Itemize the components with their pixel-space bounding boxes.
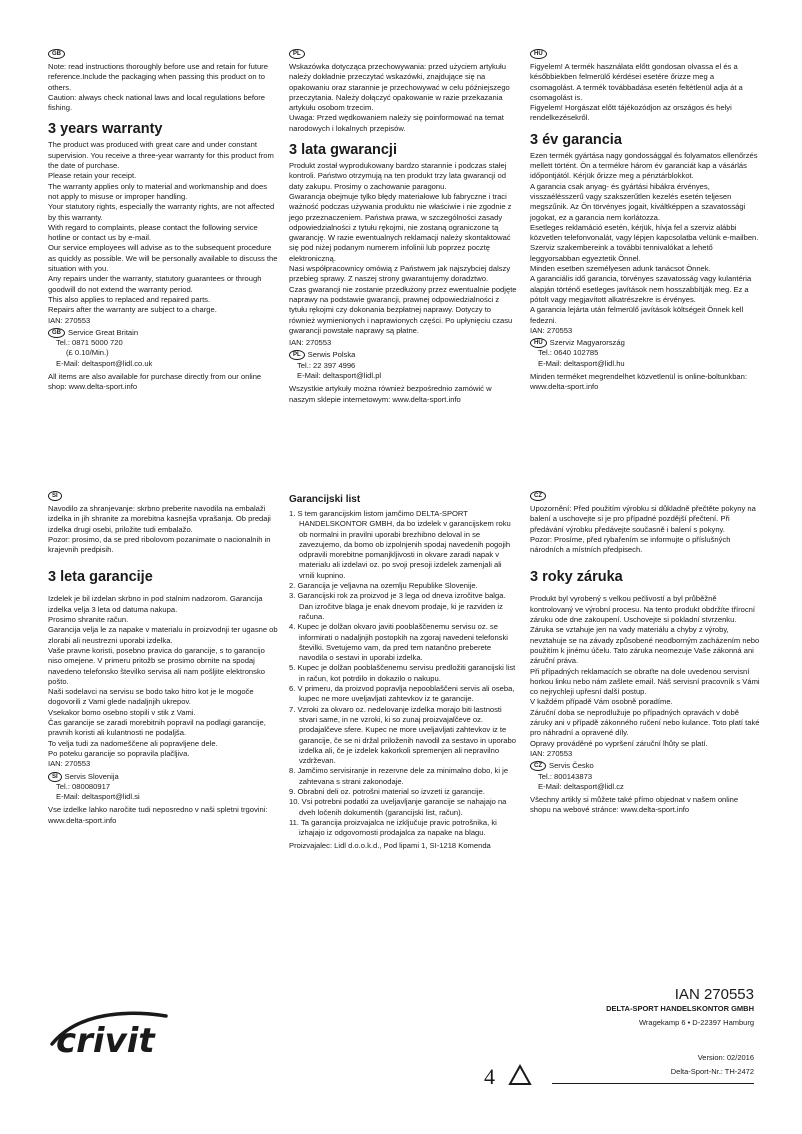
gb-service-rate: (£ 0.10/Min.): [66, 348, 109, 358]
gb-body-3: Your statutory rights, especially the warranty rights, are not affected by this warranty.: [48, 202, 275, 222]
pl-service-name: Serwis Polska: [307, 350, 356, 360]
guarantee-item-1: 1. S tem garancijskim listom jamčimo DELTA-SPORT HANDELSKONTOR GMBH, da bo izdelek v garancijskem roku ob normalni in pravilni uporabi brezhibno deloval in se zavezujemo, da bomo ob izpolnjenih spodaj navedenih pogojih odpravili morebitne pomanjkljivosti in okvare zaradi napak v materialu ali izdelavi oz. po svoji presoji izdelek zamenjali ali vrnili kupnino.: [289, 509, 511, 580]
pl-service-tel: Tel.: 22 397 4996: [297, 360, 356, 370]
gb-intro-1: Caution: always check national laws and local regulations before fishing.: [48, 92, 265, 113]
cz-body-0: Produkt byl vyrobený s velkou pečlivostí a byl průběžně kontrolovaný ve výrobní procesu. Na tento produkt obdržíte třírocní záruku ode dne zakoupení. Uschovejte si pokladní stvrzenku.: [530, 594, 755, 625]
si-service-block: [48, 772, 278, 803]
guarantee-item-11: 11. Ta garancija proizvajalca ne izključuje pravic potrošnika, ki izhajajo iz odgovornosti prodajalca za napake na blagu.: [289, 817, 497, 838]
guarantee-manufacturer: Proizvajalec: Lidl d.o.o.k.d., Pod lipami 1, SI-1218 Komenda: [289, 840, 491, 850]
company-address: Wragekamp 6 • D-22397 Hamburg: [638, 1018, 754, 1027]
si-body-4: Naši sodelavci na servisu se bodo tako hitro kot je le mogoče dogovorili z Vami glede nadaljnjih ukrepov.: [48, 687, 254, 707]
hu-body-0: Ezen termék gyártása nagy gondossággal és folyamatos ellenőrzés mellett történt. Ön a termékre három év garanciát kap a vásárlás időpontjától. Kérjük őrizze meg a pénztárblokkot.: [530, 150, 758, 181]
si-body-0: Izdelek je bil izdelan skrbno in pod stalnim nadzorom. Garancija izdelka velja 3 leta od datuma nakupa.: [48, 594, 263, 614]
cz-body-4: Záruční doba se neprodlužuje po případných opravách v době záruky ani v případě zákonného ručení nebo kulance. Toto platí také pro náhradní a opravené díly.: [530, 707, 760, 738]
hu-service-tel: Tel.: 0640 102785: [538, 348, 599, 358]
pl-section: [289, 48, 519, 405]
page-number: 4: [484, 1064, 495, 1089]
pl-service-block: [289, 350, 519, 381]
si-body-8: Po poteku garancije so popravila plačljiva.: [48, 748, 190, 758]
company-name: DELTA-SPORT HANDELSKONTOR GMBH: [606, 1004, 754, 1013]
hu-body-2: Esetleges reklamáció esetén, kérjük, hívja fel a szerviz alábbi közvetlen telefonvonalát, vagy lépjen kapcsolatba velünk e-mailben. Szerviz szakembereink a további tennivalókat a lehető leggyorsabban egyeztetik Önnel.: [530, 222, 759, 263]
hu-warranty-heading: 3 év garancia: [530, 131, 622, 148]
hu-service-block: [530, 338, 760, 369]
guarantee-item-7: 7. Vzroki za okvaro oz. nedelovanje izdelka morajo biti lastnosti stvari same, in ne vzroki, ki so zunaj proizvajalčeve oz. prodajalčeve sfere. Kupec ne more uveljavljati zahtevkov iz te garancije, če se ni držal priloženih navodil za sestavo in uporabo izdelka ali, če je izdelek kakorkoli spremenjen ali nepravilno vzdrževan.: [289, 704, 516, 766]
si-ian: IAN: 270553: [48, 759, 91, 769]
guarantee-item-10: 10. Vsi potrebni podatki za uveljavljanje garancije se nahajajo na dveh ločenih dokumentih (garancijski list, račun).: [289, 797, 507, 817]
si-body-5: Vsekakor bomo osebno stopili v stik z Vami.: [48, 707, 196, 717]
hu-body-3: Minden esetben személyesen adunk tanácsot Önnek.: [530, 264, 711, 274]
hu-body-4: A garanciális idő garancia, törvényes szavatosság vagy kulantéria alapján történő esetleges javítások nem hosszabbítják meg. Ez a pótolt vagy megjavított alkatrészekre is érvényes.: [530, 274, 752, 304]
hu-intro-1: Figyelem! Horgászat előtt tájékozódjon az országos és helyi rendelkezésekről.: [530, 103, 732, 123]
pl-body-3: Czas gwarancji nie zostanie przedłużony przez ewentualnie podjęte naprawy na podstawie gwarancji, prawnej odpowiedzialności z tytułu rękojmi czy dokonania bezpłatnej naprawy. Dotyczy to również wymienionych i naprawionych części. Po upłynięciu czasu gwarancji powstałe naprawy są płatne.: [289, 284, 517, 335]
cz-service-badge: CZ: [530, 761, 546, 771]
hu-section: [530, 48, 760, 393]
gb-service-badge: GB: [48, 328, 65, 338]
guarantee-item-6: 6. V primeru, da proizvod popravlja nepooblaščeni servis ali oseba, kupec ne more uveljavljati zahtevkov iz te garancije.: [289, 684, 515, 704]
cz-section: [530, 490, 760, 816]
warning-triangle-icon: [508, 1064, 532, 1086]
gb-country-badge: GB: [48, 49, 65, 59]
cz-service-tel: Tel.: 800143873: [538, 771, 593, 781]
gb-body-7: This also applies to replaced and repaired parts.: [48, 294, 211, 304]
guarantee-item-5: 5. Kupec je dolžan pooblaščenemu servisu predložiti garancijski list in račun, kot potrdilo in dokazilo o nakupu.: [289, 663, 516, 683]
gb-service-block: [48, 328, 278, 369]
gb-body-1: Please retain your receipt.: [48, 171, 137, 181]
gb-service-email: E-Mail: deltasport@lidl.co.uk: [56, 358, 153, 368]
pl-body-0: Produkt został wyprodukowany bardzo starannie i podczas stałej kontroli. Państwo otrzymują na ten produkt trzy lata gwarancji od daty zakupu. Prosimy o zachowanie paragonu.: [289, 161, 507, 191]
gb-section: [48, 48, 278, 393]
si-country-badge: SI: [48, 491, 62, 501]
cz-intro-0: Upozornění: Před použitím výrobku si důkladně přečtěte pokyny na balení a uschovejte si je pro případné pozdější přečtení. Při předávání výrobku předávejte současně i balení s pokyny.: [530, 504, 756, 534]
gb-intro-0: Note: read instructions thoroughly before use and retain for future reference.Include the packaging when passing this product on to others.: [48, 62, 268, 92]
hu-country-badge: HU: [530, 49, 547, 59]
guarantee-item-4: 4. Kupec je dolžan okvaro javiti pooblaščenemu servisu oz. se informirati o nadaljnjih postopkih na zgoraj navedeni telefonski številki. Svetujemo vam, da pred tem natančno preberete navodila o sestavi in uporabi izdelka.: [289, 622, 508, 663]
pl-intro-0: Wskazówka dotycząca przechowywania: przed użyciem artykułu należy dokładnie przeczytać wskazówki, znajdujące się na opakowaniu oraz starannie je przechowywać w celu późniejszego przeczytania. Należy dołączyć opakowanie w razie przekazania artykułu osobom trzecim.: [289, 62, 510, 113]
cz-body-3: V každém případě Vám osobně poradíme.: [530, 697, 673, 707]
crivit-logo: [48, 1010, 198, 1056]
si-intro-1: Pozor: prosimo, da se pred ribolovom pozanimate o nacionalnih in krajevnih predpisih.: [48, 534, 271, 555]
si-body-2: Garancija velja le za napake v materialu in proizvodnji ter ugasne ob zlorabi ali neustrezni uporabi izdelka.: [48, 625, 278, 645]
version-label: Version: 02/2016: [697, 1053, 754, 1062]
guarantee-section: [289, 488, 519, 851]
si-service-badge: SI: [48, 772, 62, 782]
hu-body-5: A garancia lejárta után felmerülő javítások költségeit Önnek kell fedezni.: [530, 305, 744, 325]
guarantee-item-8: 8. Jamčimo servisiranje in rezervne dele za minimalno dobo, ki je zahtevana s strani zakonodaje.: [289, 766, 509, 786]
cz-service-block: [530, 761, 760, 792]
si-service-tel: Tel.: 080080917: [56, 781, 111, 791]
cz-ian: IAN: 270553: [530, 748, 573, 758]
cz-body-1: Záruka se vztahuje jen na vady materiálu a chyby z výroby, nevztahuje se na závady způsobené neodborným zacházením nebo použitím k jinému účelu. Tato záruka neomezuje Vaše zákonná ani záruční práva.: [530, 625, 760, 666]
si-service-email: E-Mail: deltasport@lidl.si: [56, 792, 140, 802]
cz-service-email: E-Mail: deltasport@lidl.cz: [538, 781, 624, 791]
model-number: Delta-Sport-Nr.: TH-2472: [670, 1067, 754, 1076]
gb-service-tel: Tel.: 0871 5000 720: [56, 338, 123, 348]
hu-service-email: E-Mail: deltasport@lidl.hu: [538, 358, 625, 368]
pl-service-badge: PL: [289, 350, 305, 360]
pl-body-1: Gwarancja obejmuje tylko błędy materiałowe lub fabryczne i traci ważność podczas używania produktu nie właściwie i nie zgodnie z jego przeznaczeniem. Państwa prawa, w szczególności zasady odpowiedzialności z tytułu rękojmi, nie zostaną ograniczone tą gwarancję. W razie ewentualnych reklamacji należy skontaktować się pod niżej podanym numerem infolinii lub poprzez pocztę elektroniczną.: [289, 191, 512, 263]
si-body-7: To velja tudi za nadomeščene ali popravljene dele.: [48, 738, 218, 748]
gb-service-name: Service Great Britain: [68, 327, 139, 337]
cz-online-shop: Všechny artikly si můžete také přímo objednat v našem online shopu na webové stránce: www.delta-sport.info: [530, 795, 739, 815]
hu-service-badge: HU: [530, 338, 547, 348]
hu-service-name: Szerviz Magyarország: [549, 338, 625, 348]
pl-intro-1: Uwaga: Przed wędkowaniem należy się poinformować na temat narodowych i lokalnych przepisów.: [289, 113, 504, 133]
gb-body-2: The warranty applies only to material and workmanship and does not apply to misuse or improper handling.: [48, 181, 268, 201]
pl-country-badge: PL: [289, 49, 305, 59]
guarantee-heading: Garancijski list: [289, 494, 361, 505]
cz-body-2: Při případných reklamacích se obraťte na dole uvedenou servisní horkou linku nebo nám zašlete email. Náš servisní pracovník s Vámi co nejrychleji upřesní další postup.: [530, 666, 760, 697]
hu-online-shop: Minden terméket megrendelhet közvetlenül is online-boltunkban: www.delta-sport.info: [530, 372, 747, 392]
cz-service-name: Servis Česko: [549, 761, 594, 771]
gb-body-4: With regard to complaints, please contact the following service hotline or contact us by e-mail.: [48, 222, 258, 243]
gb-body-5: Our service employees will advise as to the subsequent procedure as quickly as possible. We will be personally available to discuss the situation with you.: [48, 243, 278, 274]
crivit-logo-text: crivit: [56, 1021, 155, 1056]
si-online-shop: Vse izdelke lahko naročite tudi neposredno v naši spletni trgovini: www.delta-sport.info: [48, 805, 268, 825]
pl-warranty-heading: 3 lata gwarancji: [289, 142, 397, 159]
guarantee-item-3: 3. Garancijski rok za proizvod je 3 lega od dneva izročitve balga. Dan izročitve blaga je enak dnevom prodaje, ki je razviden iz računa.: [289, 591, 506, 621]
cz-intro-1: Pozor: Prosíme, před rybařením se informujte o příslušných národních a místních předpisech.: [530, 534, 731, 555]
gb-body-8: Repairs after the warranty are subject to a charge.: [48, 305, 217, 315]
pl-ian: IAN: 270553: [289, 338, 332, 348]
cz-country-badge: CZ: [530, 491, 546, 501]
bottom-rule: [552, 1083, 754, 1084]
cz-warranty-heading: 3 roky záruka: [530, 569, 623, 586]
si-body-3: Vaše pravne koristi, posebno pravica do garancije, s to garancijo niso omejene. V primeru pritožb se prosimo obrnite na spodaj navedeno telefonsko številko servisa ali nam pošljite elektronsko pošto.: [48, 645, 265, 686]
hu-body-1: A garancia csak anyag- és gyártási hibákra érvényes, visszaélésszerű vagy szakszerűtlen kezelés esetén teljesen megszűnik. Az Ön törvényes jogait, kiváltképpen a szavatossági jogokat, ez a garancia nem korlátozza.: [530, 181, 746, 222]
pl-online-shop: Wszystkie artykuły można również bezpośrednio zamówić w naszym sklepie internetowym: www.delta-sport.info: [289, 384, 492, 404]
si-intro-0: Navodilo za shranjevanje: skrbno preberite navodila na embalaži izdelka in jih shranite za morebitna kasnejša vprašanja. Ob predaji izdelka drugi osebi, priložite tudi embalažo.: [48, 504, 271, 534]
ian-large: IAN 270553: [674, 986, 754, 1003]
gb-body-6: Any repairs under the warranty, statutory guarantees or through goodwill do not extend the warranty period.: [48, 274, 262, 294]
hu-intro-0: Figyelem! A termék használata előtt gondosan olvassa el és a későbbiekben felmerülő kérdései esetére őrizze meg a csomagolást. A termék továbbadása esetén feltétlenül adja át a csomagolást is.: [530, 62, 743, 102]
guarantee-item-2: 2. Garancija je veljavna na ozemlju Republike Slovenije.: [289, 581, 478, 591]
gb-warranty-heading: 3 years warranty: [48, 121, 163, 138]
si-service-name: Servis Slovenija: [64, 771, 119, 781]
si-body-1: Prosimo shranite račun.: [48, 615, 129, 625]
si-section: [48, 490, 278, 826]
pl-service-email: E-Mail: deltasport@lidl.pl: [297, 371, 382, 381]
si-body-6: Čas garancije se zaradi morebitnih popravil na podlagi garancije, pravnih koristi ali kulantnosti ne podaljša.: [48, 718, 266, 738]
hu-ian: IAN: 270553: [530, 325, 573, 335]
gb-online-shop: All items are also available for purchase directly from our online shop: www.delta-sport.info: [48, 372, 262, 392]
si-warranty-heading: 3 leta garancije: [48, 569, 153, 586]
pl-body-2: Nasi współpracownicy omówią z Państwem jak najszybciej dalszy przebieg sprawy. Z naszej strony gwarantujemy doradztwo.: [289, 264, 511, 284]
gb-body-0: The product was produced with great care and under constant supervision. You receive a three-year warranty for this product from the date of purchase.: [48, 140, 274, 171]
gb-ian: IAN: 270553: [48, 315, 91, 325]
cz-body-5: Opravy prováděné po vypršení záruční lhůty se platí.: [530, 738, 708, 748]
guarantee-item-9: 9. Obrabni deli oz. potrošni material so izvzeti iz garancije.: [289, 787, 485, 797]
